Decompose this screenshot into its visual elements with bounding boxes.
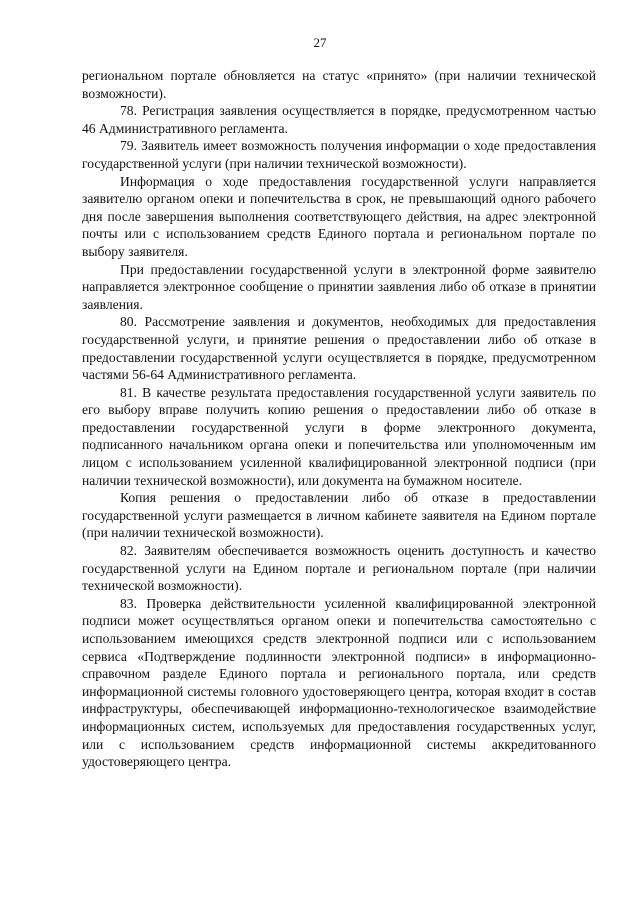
paragraph-continuation: региональном портале обновляется на статус «принято» (при наличии технической возможности). bbox=[82, 68, 596, 101]
paragraph-79-electronic: При предоставлении государственной услуги в электронной форме заявителю направляется электронное сообщение о принятии заявления либо об отказе в принятии заявления. bbox=[82, 261, 596, 312]
paragraph-79: 79. Заявитель имеет возможность получения информации о ходе предоставления государственной услуги (при наличии технической возможности). bbox=[82, 138, 596, 171]
paragraph-79-info: Информация о ходе предоставления государственной услуги направляется заявителю органом опеки и попечительства в срок, не превышающий одного рабочего дня после завершения выполнения соответствующего действия, на адрес электронной почты или с использованием средств Единого портала и региональном портале по выбору заявителя. bbox=[82, 173, 596, 259]
paragraph-81: 81. В качестве результата предоставления государственной услуги заявитель по его выбору вправе получить копию решения о предоставлении либо об отказе в предоставлении государственной услуги в форме электронного документа, подписанного начальником органа опеки и попечительства или уполномоченным им лицом с использованием усиленной квалифицированной электронной подписи (при наличии технической возможности), или документа на бумажном носителе. bbox=[82, 384, 596, 488]
page-number: 27 bbox=[313, 35, 327, 50]
paragraph-81-copy: Копия решения о предоставлении либо об отказе в предоставлении государственной услуги размещается в личном кабинете заявителя на Едином портале (при наличии технической возможности). bbox=[82, 490, 596, 541]
paragraph-80: 80. Рассмотрение заявления и документов, необходимых для предоставления государственной услуги, и принятие решения о предоставлении либо об отказе в предоставлении государственной услуги осуществляется в порядке, предусмотренном частями 56-64 Административного регламента. bbox=[82, 314, 596, 383]
paragraph-78: 78. Регистрация заявления осуществляется в порядке, предусмотренном частью 46 Административного регламента. bbox=[82, 103, 596, 136]
paragraph-82: 82. Заявителям обеспечивается возможность оценить доступность и качество государственной услуги на Едином портале и региональном портале (при наличии технической возможности). bbox=[82, 543, 596, 594]
document-body bbox=[82, 67, 596, 771]
paragraph-83: 83. Проверка действительности усиленной квалифицированной электронной подписи может осуществляться органом опеки и попечительства самостоятельно с использованием имеющихся средств электронной подписи или с использованием сервиса «Подтверждение подлинности электронной подписи» в информационно-справочном разделе Единого портала и регионального портала, или средств информационной системы головного удостоверяющего центра, которая входит в состав инфраструктуры, обеспечивающей информационно-технологическое взаимодействие информационных систем, используемых для предоставления государственных услуг, или с использованием средств информационной системы аккредитованного удостоверяющего центра. bbox=[82, 595, 596, 770]
